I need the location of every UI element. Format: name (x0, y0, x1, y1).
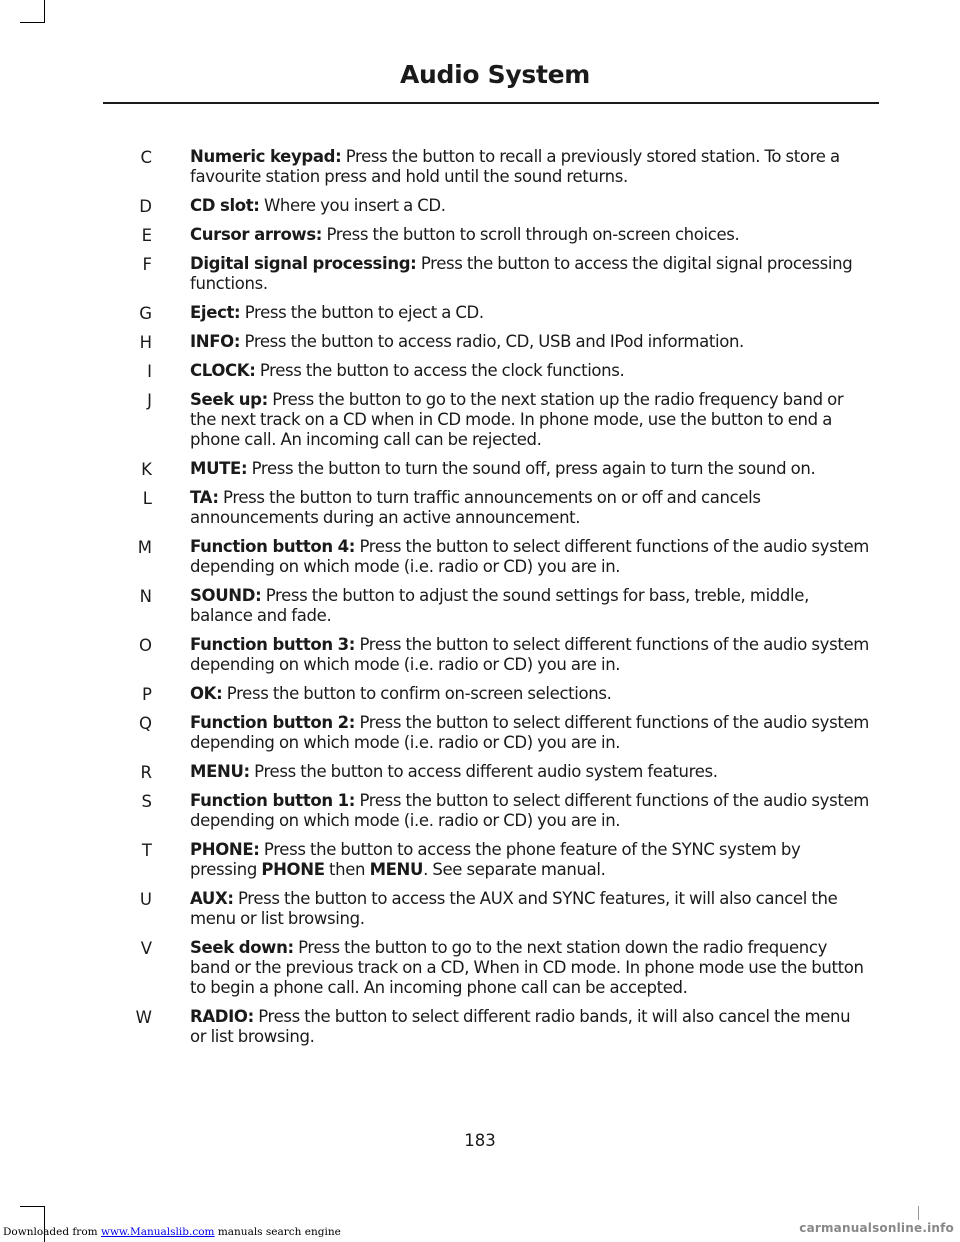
legend-description (190, 332, 870, 352)
legend-text: Press the button to access the AUX and SYNC features, it will also cancel the menu or list browsing. (190, 889, 838, 928)
legend-term: Seek down: (190, 938, 294, 957)
legend-item-n (0, 586, 960, 626)
legend-description (190, 635, 870, 675)
legend-text: Press the button to access radio, CD, USB and IPod information. (240, 332, 744, 351)
legend-text: Press the button to confirm on-screen selections. (222, 684, 612, 703)
download-footer (3, 1226, 341, 1238)
legend-term: MUTE: (190, 459, 248, 478)
legend-term: PHONE: (190, 840, 260, 859)
legend-letter: E (141, 226, 152, 245)
page-number: 183 (464, 1131, 496, 1150)
legend-item-e (0, 225, 960, 245)
legend-term: OK: (190, 684, 223, 703)
legend-term: AUX: (190, 889, 234, 908)
legend-letter: S (141, 792, 152, 811)
legend-letter: C (140, 148, 152, 167)
legend-item-l (0, 488, 960, 528)
legend-item-o (0, 635, 960, 675)
legend-letter: M (137, 538, 152, 557)
legend-item-g (0, 303, 960, 323)
legend-description (190, 254, 870, 294)
legend-inline-bold: PHONE (261, 860, 325, 879)
legend-letter: V (140, 939, 152, 958)
legend-term: CD slot: (190, 196, 260, 215)
legend-item-m (0, 537, 960, 577)
legend-text: Press the button to access different audio system features. (249, 762, 718, 781)
legend-text: Press the button to go to the next station down the radio frequency band or the previous track on a CD, When in CD mode. In phone mode use the button to begin a phone call. An incoming phone call can be accepted. (190, 938, 864, 997)
legend-item-q (0, 713, 960, 753)
legend-description (190, 713, 870, 753)
legend-letter: D (139, 197, 152, 216)
legend-text: Press the button to select different functions of the audio system depending on which mode (i.e. radio or CD) you are in. (190, 635, 869, 674)
legend-item-r (0, 762, 960, 782)
legend-letter: R (140, 763, 152, 782)
legend-letter: W (135, 1008, 152, 1027)
legend-text: . See separate manual. (423, 860, 606, 879)
legend-text: then (324, 860, 370, 879)
legend-letter: I (147, 362, 152, 381)
watermark-text: carmanualsonline.info (799, 1221, 954, 1235)
footer-prefix: Downloaded from (3, 1226, 101, 1238)
legend-text: Press the button to eject a CD. (240, 303, 484, 322)
legend-letter: L (142, 489, 152, 508)
legend-letter: Q (139, 714, 152, 733)
legend-letter: O (139, 636, 152, 655)
legend-description (190, 225, 870, 245)
legend-text: Press the button to access the phone feature of the SYNC system by pressing (190, 840, 801, 879)
legend-term: Eject: (190, 303, 241, 322)
legend-item-j (0, 390, 960, 450)
legend-description (190, 762, 870, 782)
legend-letter: G (139, 304, 152, 323)
legend-term: INFO: (190, 332, 241, 351)
legend-description (190, 196, 870, 216)
legend-term: Numeric keypad: (190, 147, 342, 166)
legend-inline-bold: MENU (369, 860, 424, 879)
legend-item-w (0, 1007, 960, 1047)
legend-text: Press the button to select different functions of the audio system depending on which mode (i.e. radio or CD) you are in. (190, 537, 869, 576)
legend-letter: K (141, 460, 152, 479)
crop-mark-top-left-horizontal (20, 22, 45, 23)
legend-description (190, 537, 870, 577)
legend-letter: N (139, 587, 152, 606)
legend-text: Press the button to select different functions of the audio system depending on which mode (i.e. radio or CD) you are in. (190, 713, 869, 752)
legend-text: Press the button to access the clock functions. (255, 361, 625, 380)
footer-suffix: manuals search engine (214, 1226, 341, 1238)
legend-term: Seek up: (190, 390, 268, 409)
legend-description (190, 459, 870, 479)
legend-description (190, 147, 870, 187)
legend-term: Function button 2: (190, 713, 356, 732)
manualslib-link[interactable]: www.Manualslib.com (100, 1226, 215, 1238)
legend-description (190, 586, 870, 626)
legend-description (190, 488, 870, 528)
legend-term: RADIO: (190, 1007, 254, 1026)
legend-letter: P (142, 685, 152, 704)
legend-letter: J (147, 391, 152, 410)
legend-description (190, 1007, 870, 1047)
legend-item-p (0, 684, 960, 704)
legend-letter: U (139, 890, 152, 909)
legend-description (190, 361, 870, 381)
legend-term: TA: (190, 488, 219, 507)
legend-item-i (0, 361, 960, 381)
legend-text: Press the button to go to the next station up the radio frequency band or the next track on a CD when in CD mode. In phone mode, use the button to end a phone call. An incoming call can be rejected. (190, 390, 844, 449)
crop-mark-bottom-right-vertical (918, 1206, 919, 1220)
title-divider (103, 102, 879, 104)
legend-text: Press the button to select different radio bands, it will also cancel the menu or list browsing. (190, 1007, 851, 1046)
legend-description (190, 889, 870, 929)
legend-item-u (0, 889, 960, 929)
legend-item-t (0, 840, 960, 880)
legend-item-c (0, 147, 960, 187)
legend-text: Press the button to adjust the sound settings for bass, treble, middle, balance and fade. (190, 586, 809, 625)
crop-mark-bottom-left-horizontal (20, 1206, 45, 1207)
legend-item-v (0, 938, 960, 998)
legend-term: Digital signal processing: (190, 254, 417, 273)
legend-letter: H (139, 333, 152, 352)
legend-term: Function button 3: (190, 635, 356, 654)
control-legend-list (0, 147, 960, 1056)
legend-text: Press the button to scroll through on-screen choices. (322, 225, 740, 244)
legend-term: Function button 4: (190, 537, 356, 556)
legend-item-f (0, 254, 960, 294)
legend-term: MENU: (190, 762, 250, 781)
legend-description (190, 791, 870, 831)
legend-term: SOUND: (190, 586, 262, 605)
legend-description (190, 390, 870, 450)
legend-item-k (0, 459, 960, 479)
legend-item-s (0, 791, 960, 831)
legend-item-d (0, 196, 960, 216)
legend-text: Press the button to select different functions of the audio system depending on which mode (i.e. radio or CD) you are in. (190, 791, 869, 830)
legend-text: Press the button to turn traffic announcements on or off and cancels announcements during an active announcement. (190, 488, 761, 527)
legend-text: Press the button to turn the sound off, press again to turn the sound on. (247, 459, 816, 478)
crop-mark-top-left-vertical (44, 0, 45, 22)
legend-text: Press the button to access the digital signal processing functions. (190, 254, 853, 293)
page-title: Audio System (399, 60, 590, 89)
legend-text: Where you insert a CD. (259, 196, 446, 215)
legend-letter: F (142, 255, 152, 274)
legend-term: Function button 1: (190, 791, 356, 810)
legend-description (190, 684, 870, 704)
legend-term: CLOCK: (190, 361, 256, 380)
legend-description (190, 938, 870, 998)
legend-description (190, 303, 870, 323)
legend-item-h (0, 332, 960, 352)
legend-description (190, 840, 870, 880)
legend-text: Press the button to recall a previously stored station. To store a favourite station press and hold until the sound returns. (190, 147, 840, 186)
legend-term: Cursor arrows: (190, 225, 323, 244)
legend-letter: T (141, 841, 152, 860)
